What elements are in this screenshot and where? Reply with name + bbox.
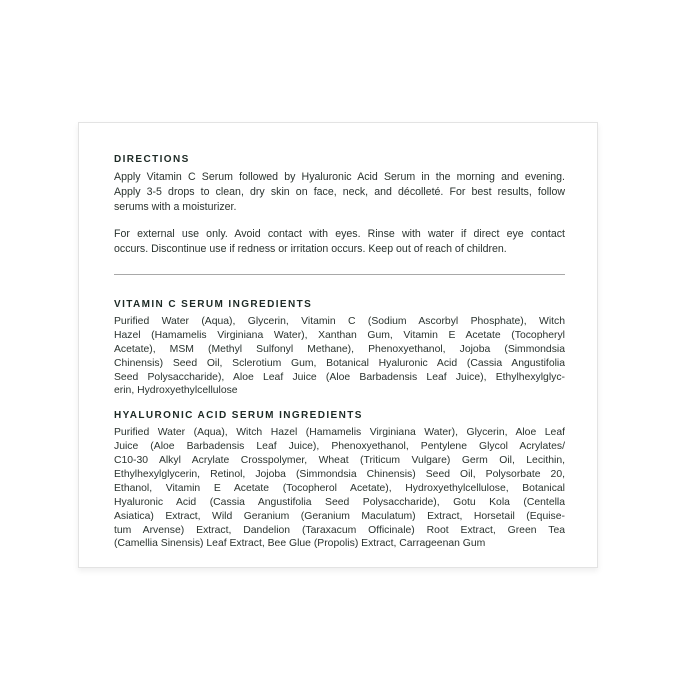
product-label-card — [78, 122, 598, 568]
text-line: Apply 3-5 drops to clean, dry skin on face, neck, and décolleté. For best results, follow — [114, 186, 565, 199]
directions-warning-paragraph — [114, 227, 565, 257]
text-line: serums with a moisturizer. — [114, 201, 237, 214]
section-hyaluronic-ingredients — [114, 410, 565, 551]
text-line: Purified Water (Aqua), Glycerin, Vitamin C (Sodium Ascorbyl Phosphate), Witch — [114, 315, 565, 327]
text-line: Hyaluronic Acid (Cassia Angustifolia Seed Polysaccharide), Gotu Kola (Centella — [114, 496, 565, 508]
directions-usage-paragraph — [114, 170, 565, 216]
text-line: Chinensis) Seed Oil, Sclerotium Gum, Botanical Hyaluronic Acid (Cassia Angustifolia — [114, 357, 565, 369]
section-directions — [114, 154, 565, 257]
text-line: erin, Hydroxyethylcellulose — [114, 385, 238, 397]
text-line: For external use only. Avoid contact with eyes. Rinse with water if direct eye contact — [114, 227, 565, 240]
section-vitamin-c-ingredients — [114, 299, 565, 398]
text-line: Purified Water (Aqua), Witch Hazel (Hamamelis Virginiana Water), Glycerin, Aloe Leaf — [114, 427, 565, 439]
text-line: Acetate), MSM (Methyl Sulfonyl Methane), Phenoxyethanol, Jojoba (Simmondsia — [114, 343, 565, 355]
text-line: C10-30 Alkyl Acrylate Crosspolymer, Wheat (Triticum Vulgare) Germ Oil, Lecithin, — [114, 455, 565, 467]
text-line: Ethylhexylglycerin, Retinol, Jojoba (Simmondsia Chinensis) Seed Oil, Polysorbate 20, — [114, 468, 565, 480]
text-line: Asiatica) Extract, Wild Geranium (Geranium Maculatum) Extract, Horsetail (Equise- — [114, 510, 565, 522]
hyaluronic-ingredients-heading: HYALURONIC ACID SERUM INGREDIENTS — [114, 410, 363, 422]
vitamin-c-ingredients-heading: VITAMIN C SERUM INGREDIENTS — [114, 298, 313, 310]
text-line: Juice (Aloe Barbadensis Leaf Juice), Phenoxyethanol, Pentylene Glycol Acrylates/ — [114, 441, 565, 453]
text-line: Ethanol, Vitamin E Acetate (Tocopherol Acetate), Hydroxyethylcellulose, Botanical — [114, 482, 565, 494]
text-line: Seed Polysaccharide), Aloe Leaf Juice (Aloe Barbadensis Leaf Juice), Ethylhexylglyc- — [114, 371, 565, 383]
text-line: tum Arvense) Extract, Dandelion (Taraxacum Officinale) Root Extract, Green Tea — [114, 524, 565, 536]
text-line: occurs. Discontinue use if redness or irritation occurs. Keep out of reach of children. — [114, 242, 507, 255]
hyaluronic-ingredients-paragraph — [114, 426, 565, 551]
section-divider — [114, 274, 565, 275]
directions-heading: DIRECTIONS — [114, 154, 190, 165]
text-line: Hazel (Hamamelis Virginiana Water), Xanthan Gum, Vitamin E Acetate (Tocopheryl — [114, 329, 565, 341]
text-line: (Camellia Sinensis) Leaf Extract, Bee Glue (Propolis) Extract, Carrageenan Gum — [114, 538, 486, 550]
text-line: Apply Vitamin C Serum followed by Hyaluronic Acid Serum in the morning and evening. — [114, 171, 565, 183]
vitamin-c-ingredients-paragraph — [114, 315, 565, 398]
